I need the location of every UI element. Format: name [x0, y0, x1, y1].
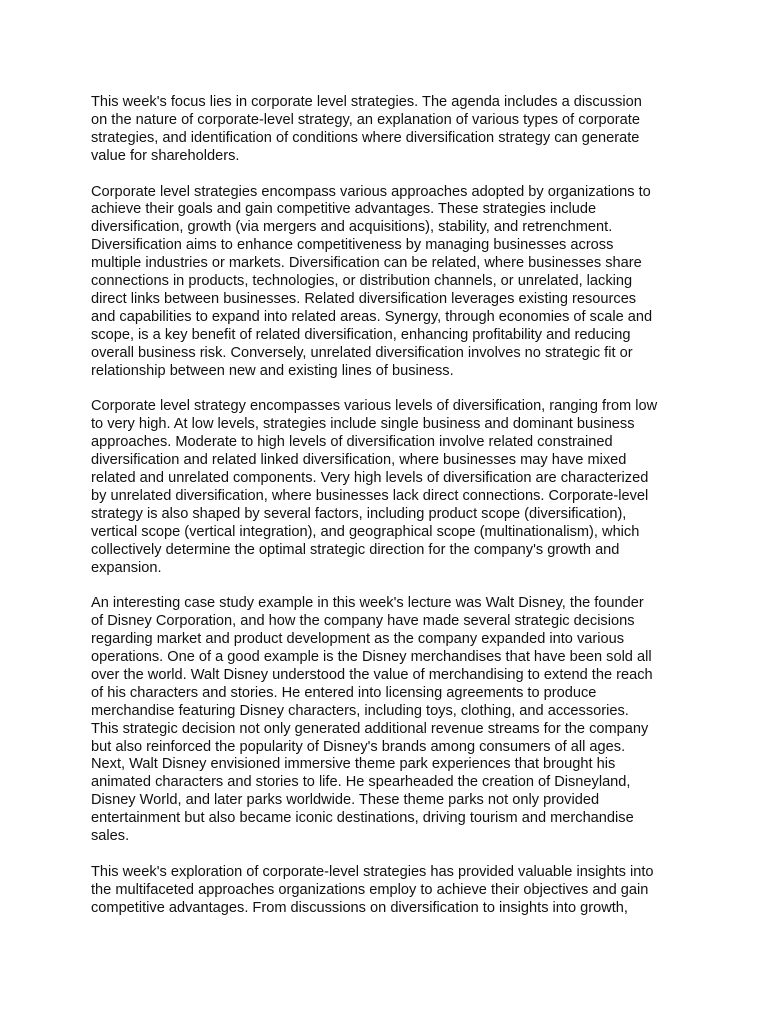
paragraph-disney-case-study: An interesting case study example in this week's lecture was Walt Disney, the founder of Disney Corporation, and how the company have made several strategic decisions regarding market and product development as the company expanded into various operations. One of a good example is the Disney merchandises that have been sold all over the world. Walt Disney understood the value of merchandising to extend the reach of his characters and stories. He entered into licensing agreements to produce merchandise featuring Disney characters, including toys, clothing, and accessories. This strategic decision not only generated additional revenue streams for the company but also reinforced the popularity of Disney's brands among consumers of all ages. Next, Walt Disney envisioned immersive theme park experiences that brought his animated characters and stories to life. He spearheaded the creation of Disneyland, Disney World, and later parks worldwide. These theme parks not only provided entertainment but also became iconic destinations, driving tourism and merchandise sales.	[91, 595, 653, 845]
document-body	[91, 94, 691, 936]
paragraph-corporate-strategies: Corporate level strategies encompass various approaches adopted by organizations to achieve their goals and gain competitive advantages. These strategies include diversification, growth (via mergers and acquisitions), stability, and retrenchment. Diversification aims to enhance competitiveness by managing businesses across multiple industries or markets. Diversification can be related, where businesses share connections in products, technologies, or distribution channels, or unrelated, lacking direct links between businesses. Related diversification leverages existing resources and capabilities to expand into related areas. Synergy, through economies of scale and scope, is a key benefit of related diversification, enhancing profitability and reducing overall business risk. Conversely, unrelated diversification involves no strategic fit or relationship between new and existing lines of business.	[91, 183, 653, 379]
paragraph-diversification-levels: Corporate level strategy encompasses various levels of diversification, ranging from low to very high. At low levels, strategies include single business and dominant business approaches. Moderate to high levels of diversification involve related constrained diversification and related linked diversification, where businesses may have mixed related and unrelated components. Very high levels of diversification are characterized by unrelated diversification, where businesses lack direct connections. Corporate-level strategy is also shaped by several factors, including product scope (diversification), vertical scope (vertical integration), and geographical scope (multinationalism), which collectively determine the optimal strategic direction for the company's growth and expansion.	[91, 398, 658, 576]
paragraph-conclusion: This week's exploration of corporate-level strategies has provided valuable insights into the multifaceted approaches organizations employ to achieve their objectives and gain competitive advantages. From discussions on diversification to insights into growth,	[91, 863, 654, 916]
paragraph-intro: This week's focus lies in corporate level strategies. The agenda includes a discussion on the nature of corporate-level strategy, an explanation of various types of corporate strategies, and identification of conditions where diversification strategy can generate value for shareholders.	[91, 94, 642, 164]
